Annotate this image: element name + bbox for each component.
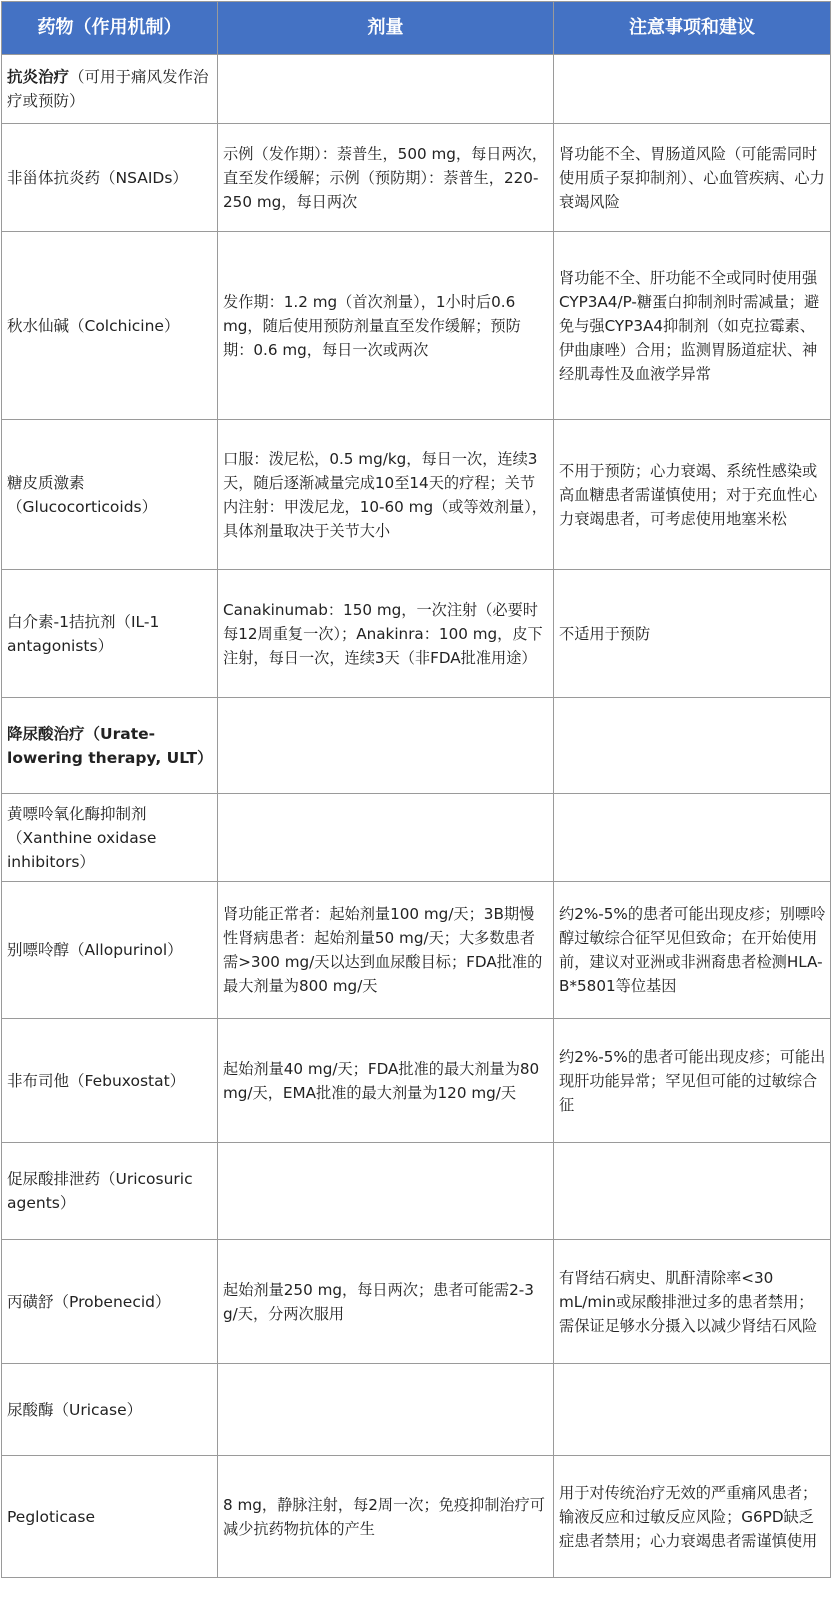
notes-cell: 肾功能不全、胃肠道风险（可能需同时使用质子泵抑制剂）、心血管疾病、心力衰竭风险 (554, 124, 831, 232)
drug-cell: 秋水仙碱（Colchicine） (2, 232, 218, 420)
notes-cell: 约2%-5%的患者可能出现皮疹；可能出现肝功能异常；罕见但可能的过敏综合征 (554, 1019, 831, 1143)
table-row (2, 232, 831, 420)
drug-cell: 丙磺舒（Probenecid） (2, 1240, 218, 1364)
notes-cell: 用于对传统治疗无效的严重痛风患者；输液反应和过敏反应风险；G6PD缺乏症患者禁用；心力衰竭患者需谨慎使用 (554, 1456, 831, 1578)
table-row (2, 570, 831, 698)
header-row (2, 2, 831, 55)
notes-cell (554, 1143, 831, 1240)
drug-cell: 黄嘌呤氧化酶抑制剂（Xanthine oxidase inhibitors） (2, 794, 218, 882)
table-row (2, 1019, 831, 1143)
table-row (2, 55, 831, 124)
drug-cell: 非布司他（Febuxostat） (2, 1019, 218, 1143)
drug-cell: Pegloticase (2, 1456, 218, 1578)
header-dose: 剂量 (218, 2, 554, 55)
dose-cell: 肾功能正常者：起始剂量100 mg/天；3B期慢性肾病患者：起始剂量50 mg/天；大多数患者需>300 mg/天以达到血尿酸目标；FDA批准的最大剂量为800 mg/天 (218, 882, 554, 1019)
dose-cell: 起始剂量40 mg/天；FDA批准的最大剂量为80 mg/天，EMA批准的最大剂量为120 mg/天 (218, 1019, 554, 1143)
dose-cell: 起始剂量250 mg，每日两次；患者可能需2-3 g/天，分两次服用 (218, 1240, 554, 1364)
table-row (2, 1456, 831, 1578)
table-row (2, 698, 831, 794)
dose-cell (218, 698, 554, 794)
dose-cell: 8 mg，静脉注射，每2周一次；免疫抑制治疗可减少抗药物抗体的产生 (218, 1456, 554, 1578)
dose-cell: 发作期：1.2 mg（首次剂量），1小时后0.6 mg，随后使用预防剂量直至发作缓解；预防期：0.6 mg，每日一次或两次 (218, 232, 554, 420)
notes-cell: 有肾结石病史、肌酐清除率<30 mL/min或尿酸排泄过多的患者禁用；需保证足够水分摄入以减少肾结石风险 (554, 1240, 831, 1364)
table-row (2, 1364, 831, 1456)
table-row (2, 794, 831, 882)
notes-cell: 肾功能不全、肝功能不全或同时使用强CYP3A4/P-糖蛋白抑制剂时需减量；避免与强CYP3A4抑制剂（如克拉霉素、伊曲康唑）合用；监测胃肠道症状、神经肌毒性及血液学异常 (554, 232, 831, 420)
gout-treatment-table (1, 1, 831, 1578)
table-row (2, 420, 831, 570)
header-drug: 药物（作用机制） (2, 2, 218, 55)
notes-cell: 不适用于预防 (554, 570, 831, 698)
section-title: 降尿酸治疗（Urate-lowering therapy, ULT） (7, 724, 213, 767)
dose-cell: Canakinumab：150 mg，一次注射（必要时每12周重复一次）；Anakinra：100 mg，皮下注射，每日一次，连续3天（非FDA批准用途） (218, 570, 554, 698)
section-anti-inflammatory (2, 55, 218, 124)
notes-cell (554, 55, 831, 124)
notes-cell: 不用于预防；心力衰竭、系统性感染或高血糖患者需谨慎使用；对于充血性心力衰竭患者，可考虑使用地塞米松 (554, 420, 831, 570)
drug-cell: 非甾体抗炎药（NSAIDs） (2, 124, 218, 232)
dose-cell (218, 55, 554, 124)
drug-cell: 尿酸酶（Uricase） (2, 1364, 218, 1456)
drug-cell: 白介素-1拮抗剂（IL-1 antagonists） (2, 570, 218, 698)
notes-cell (554, 698, 831, 794)
notes-cell: 约2%-5%的患者可能出现皮疹；别嘌呤醇过敏综合征罕见但致命；在开始使用前，建议对亚洲或非洲裔患者检测HLA-B*5801等位基因 (554, 882, 831, 1019)
dose-cell (218, 1143, 554, 1240)
drug-cell: 糖皮质激素（Glucocorticoids） (2, 420, 218, 570)
dose-cell (218, 1364, 554, 1456)
dose-cell: 口服：泼尼松，0.5 mg/kg，每日一次，连续3天，随后逐渐减量完成10至14天的疗程；关节内注射：甲泼尼龙，10-60 mg（或等效剂量），具体剂量取决于关节大小 (218, 420, 554, 570)
table-row (2, 1143, 831, 1240)
drug-cell: 别嘌呤醇（Allopurinol） (2, 882, 218, 1019)
header-notes: 注意事项和建议 (554, 2, 831, 55)
table-row (2, 124, 831, 232)
notes-cell (554, 794, 831, 882)
table-row (2, 1240, 831, 1364)
dose-cell: 示例（发作期）：萘普生，500 mg，每日两次，直至发作缓解；示例（预防期）：萘普生，220-250 mg，每日两次 (218, 124, 554, 232)
table-row (2, 882, 831, 1019)
drug-cell: 促尿酸排泄药（Uricosuric agents） (2, 1143, 218, 1240)
section-urate-lowering (2, 698, 218, 794)
section-subtitle: （可用于痛风发作治疗或预防） (7, 68, 209, 110)
dose-cell (218, 794, 554, 882)
section-title: 抗炎治疗 (7, 68, 70, 86)
notes-cell (554, 1364, 831, 1456)
